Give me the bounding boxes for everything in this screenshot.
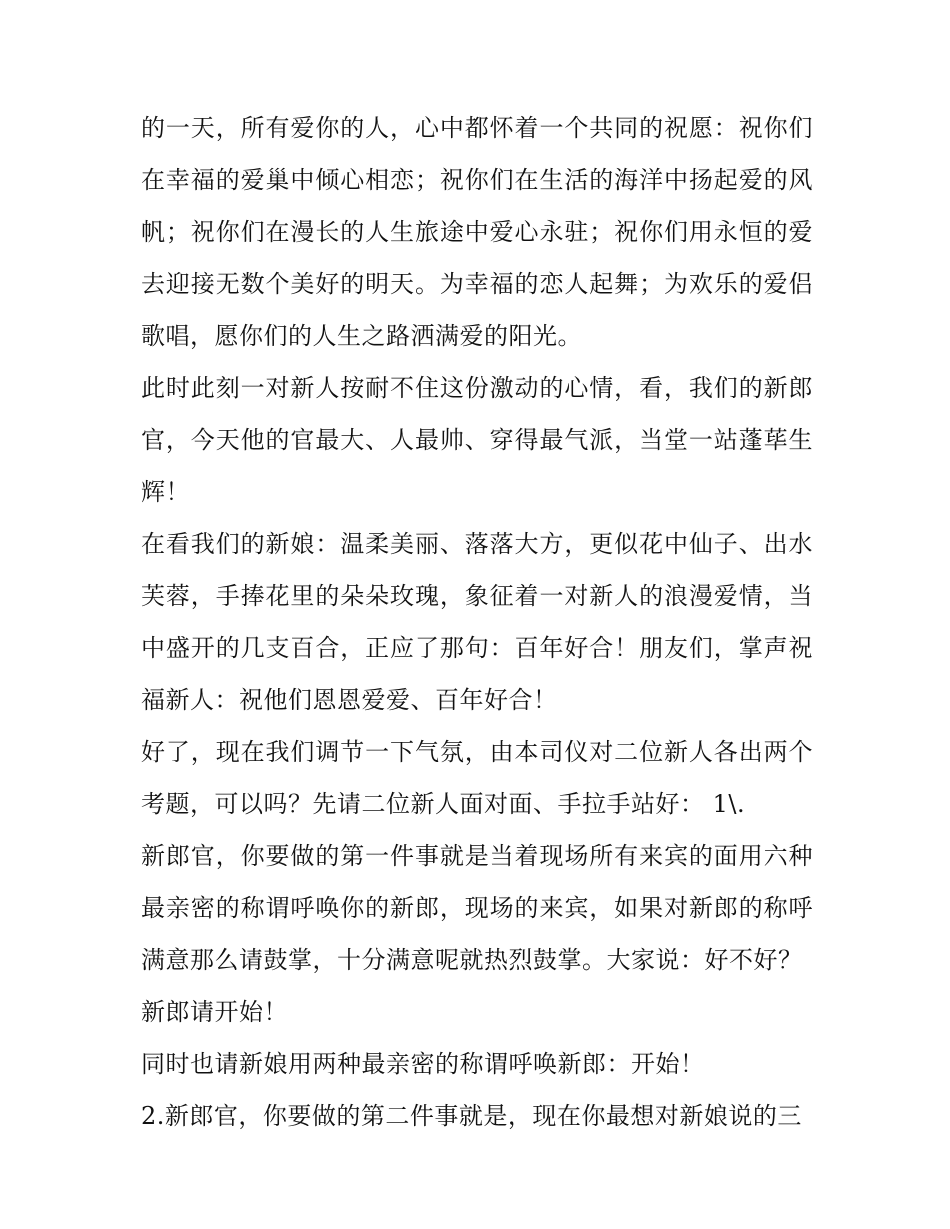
paragraph-3: 在看我们的新娘：温柔美丽、落落大方，更似花中仙子、出水芙蓉，手捧花里的朵朵玫瑰，象征着一对新人的浪漫爱情，当中盛开的几支百合，正应了那句：百年好合！朋友们，掌声祝福新人：祝他们恩恩爱爱、百年好合！ [141, 530, 813, 714]
paragraph-6: 新郎请开始！ [141, 998, 288, 1026]
paragraph-7: 同时也请新娘用两种最亲密的称谓呼唤新郎：开始！ [141, 1050, 705, 1078]
paragraph-4: 好了，现在我们调节一下气氛，由本司仪对二位新人各出两个考题，可以吗？先请二位新人面对面、手拉手站好： 1\. [141, 738, 813, 818]
document-body [141, 102, 813, 1142]
paragraph-8: 2.新郎官，你要做的第二件事就是，现在你最想对新娘说的三 [141, 1102, 802, 1130]
paragraph-1: 的一天，所有爱你的人，心中都怀着一个共同的祝愿：祝你们在幸福的爱巢中倾心相恋；祝你们在生活的海洋中扬起爱的风帆；祝你们在漫长的人生旅途中爱心永驻；祝你们用永恒的爱去迎接无数个美好的明天。为幸福的恋人起舞；为欢乐的爱侣歌唱，愿你们的人生之路洒满爱的阳光。 [141, 114, 813, 350]
paragraph-2: 此时此刻一对新人按耐不住这份激动的心情，看，我们的新郎官，今天他的官最大、人最帅、穿得最气派，当堂一站蓬荜生辉！ [141, 374, 813, 506]
paragraph-5: 新郎官，你要做的第一件事就是当着现场所有来宾的面用六种最亲密的称谓呼唤你的新郎，现场的来宾，如果对新郎的称呼满意那么请鼓掌，十分满意呢就热烈鼓掌。大家说：好不好？ [141, 842, 813, 974]
